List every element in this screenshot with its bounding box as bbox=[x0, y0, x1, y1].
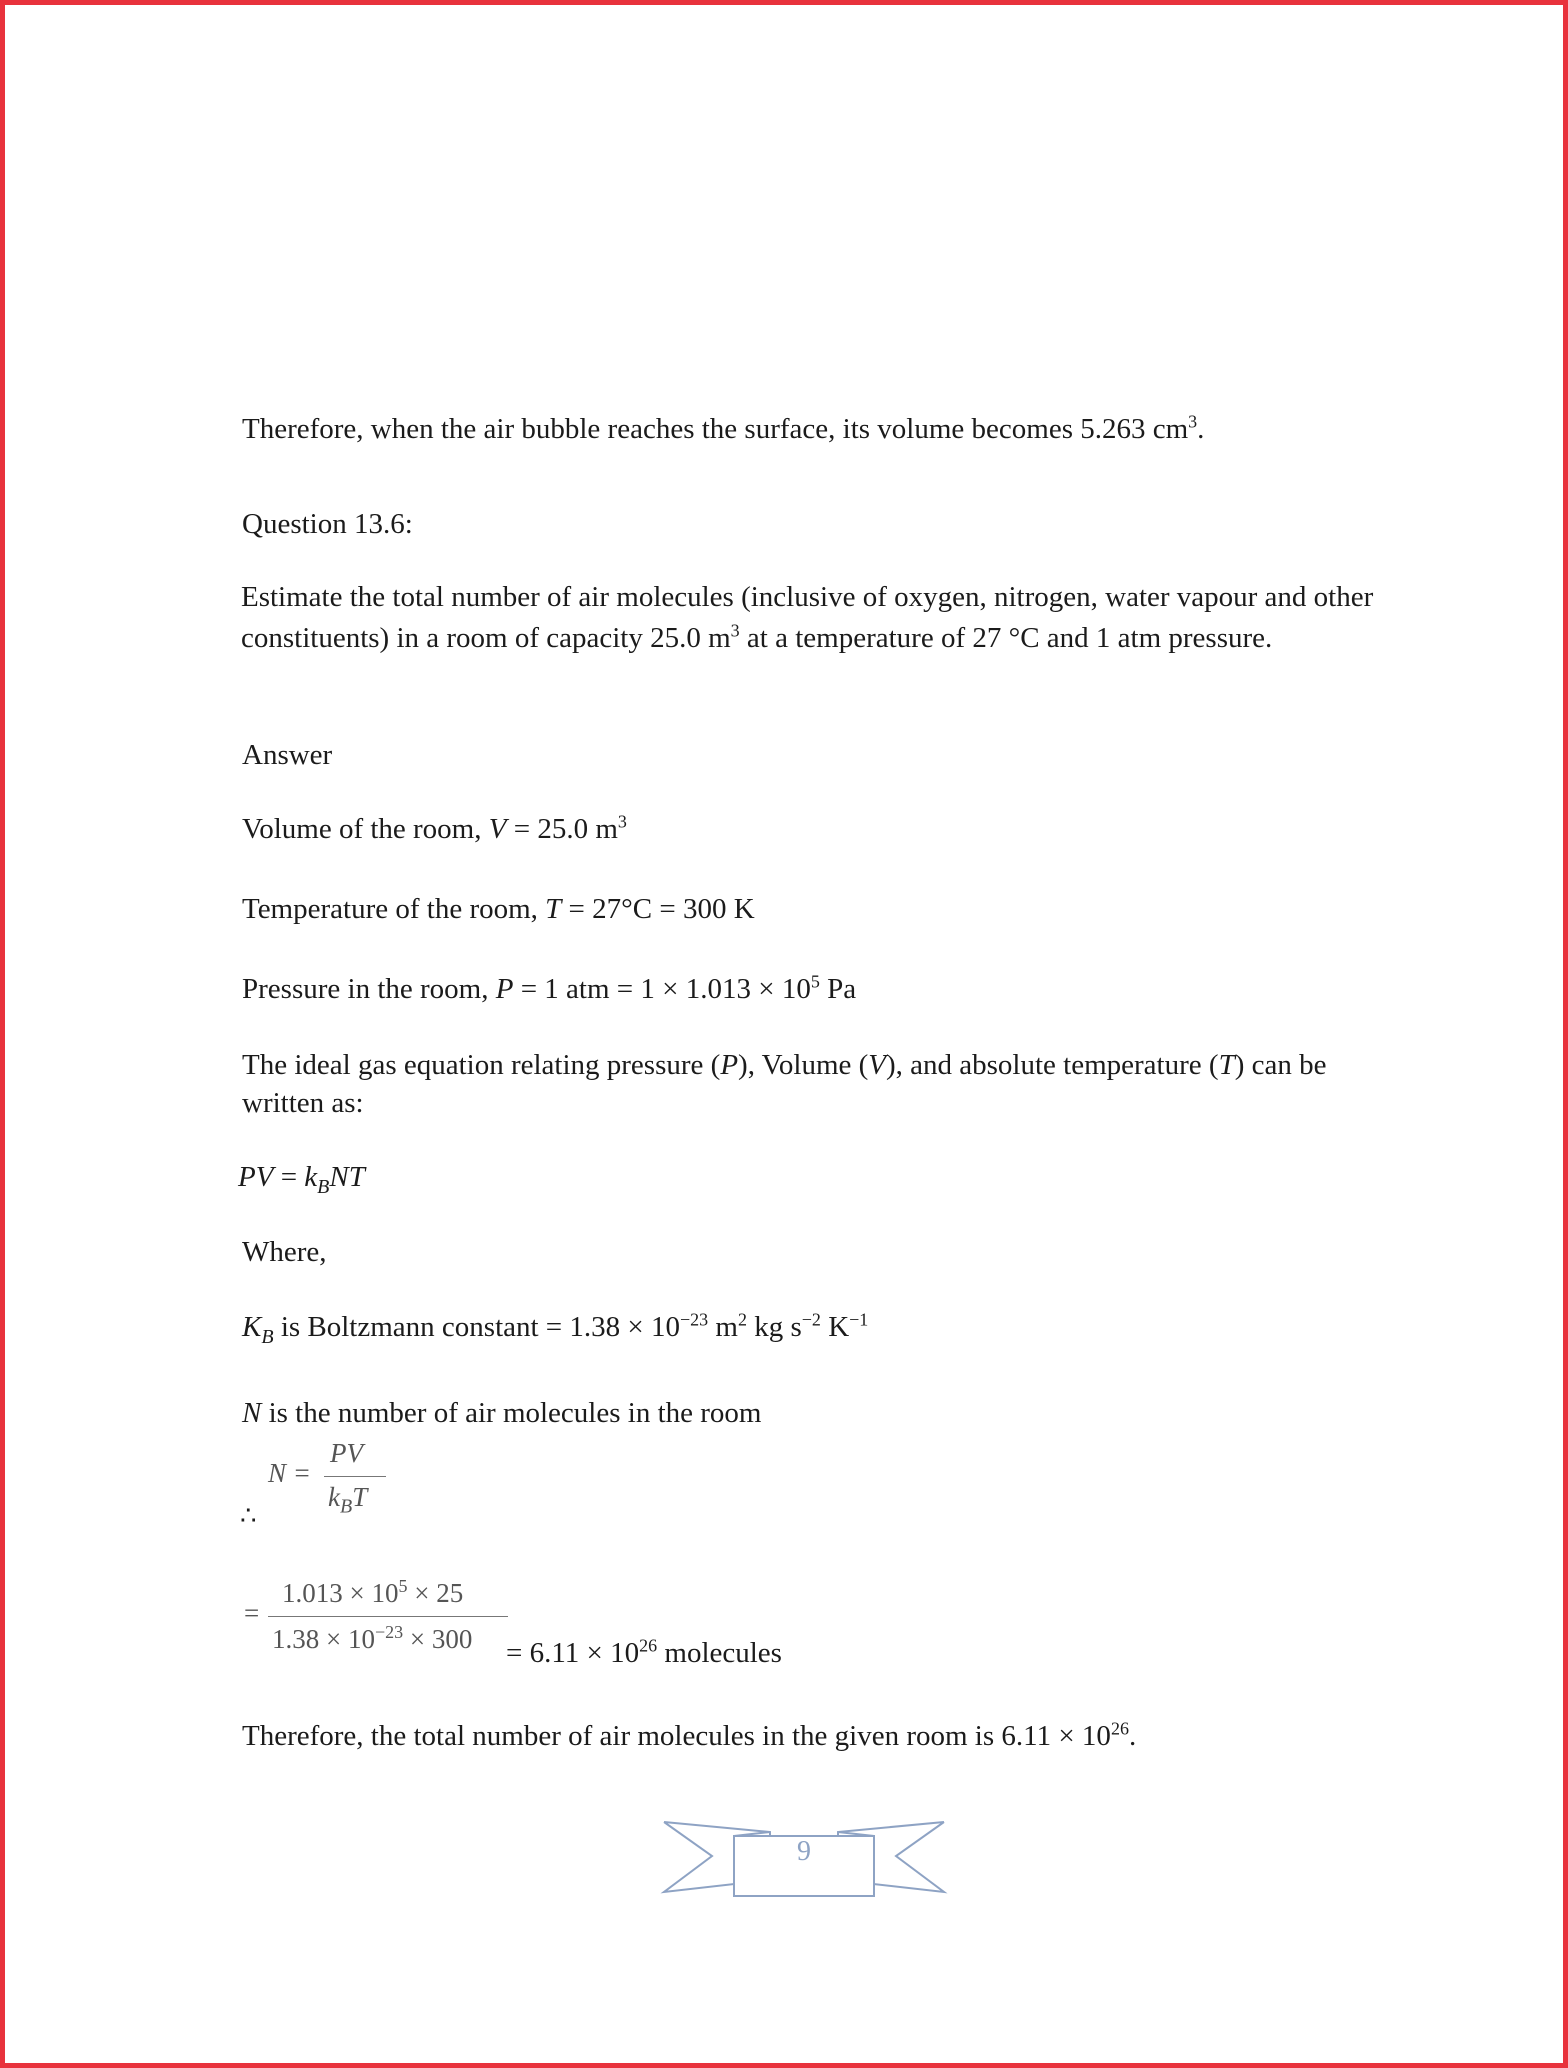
boltzmann-definition: $K_B$ is Boltzmann constant = $1.38 \times 10^{-23}$ $m^2$ kg $s^{-2}$ $K^{-1}$ bbox=[242, 1309, 869, 1348]
n-formula-bar bbox=[324, 1476, 386, 1477]
question-heading: Question 13.6: bbox=[242, 508, 413, 540]
n-formula-numerator: PV bbox=[330, 1438, 363, 1468]
n-formula-lhs: N = bbox=[268, 1458, 311, 1488]
pressure-given: Pressure in the room, P = 1 atm = $1 \times 1.013 \times 10^5$ Pa bbox=[242, 971, 857, 1005]
calc-denominator: $1.38 \times 10^{-23} \times 300$ bbox=[272, 1622, 473, 1654]
calc-fraction bbox=[244, 1578, 514, 1668]
ideal-gas-equation: PV = $k_BNT$ bbox=[238, 1161, 365, 1198]
calc-equals: = bbox=[244, 1598, 260, 1628]
ideal-gas-intro: The ideal gas equation relating pressure (P), Volume (V), and absolute temperature (T) can be written as: bbox=[242, 1049, 1327, 1119]
temperature-given: Temperature of the room, T = 27°C = 300 K bbox=[242, 893, 755, 925]
n-formula bbox=[268, 1438, 388, 1518]
where-label: Where, bbox=[242, 1236, 327, 1268]
question-text: Estimate the total number of air molecules (inclusive of oxygen, nitrogen, water vapour and other constituents) in a room of capacity 25.0 $m^3$ at a temperature of 27 °C and 1 atm pressure. bbox=[241, 581, 1374, 654]
final-conclusion: Therefore, the total number of air molecules in the given room is $6.11 \times 10^{26}$. bbox=[242, 1718, 1137, 1752]
volume-given: Volume of the room, V = 25.0 $m^3$ bbox=[242, 811, 627, 845]
n-formula-denominator: $k_BT$ bbox=[328, 1482, 368, 1518]
previous-conclusion: Therefore, when the air bubble reaches the surface, its volume becomes 5.263 $cm^3$. bbox=[242, 411, 1205, 445]
n-definition: N is the number of air molecules in the room bbox=[242, 1397, 762, 1429]
page-number: 9 bbox=[797, 1836, 811, 1867]
answer-heading: Answer bbox=[242, 739, 333, 771]
therefore-symbol: ∴ bbox=[240, 1501, 257, 1530]
calc-result: = $6.11 \times 10^{26}$ molecules bbox=[506, 1635, 782, 1669]
calc-numerator: $1.013 \times 10^5 \times 25$ bbox=[282, 1576, 464, 1608]
calc-bar bbox=[268, 1616, 508, 1617]
